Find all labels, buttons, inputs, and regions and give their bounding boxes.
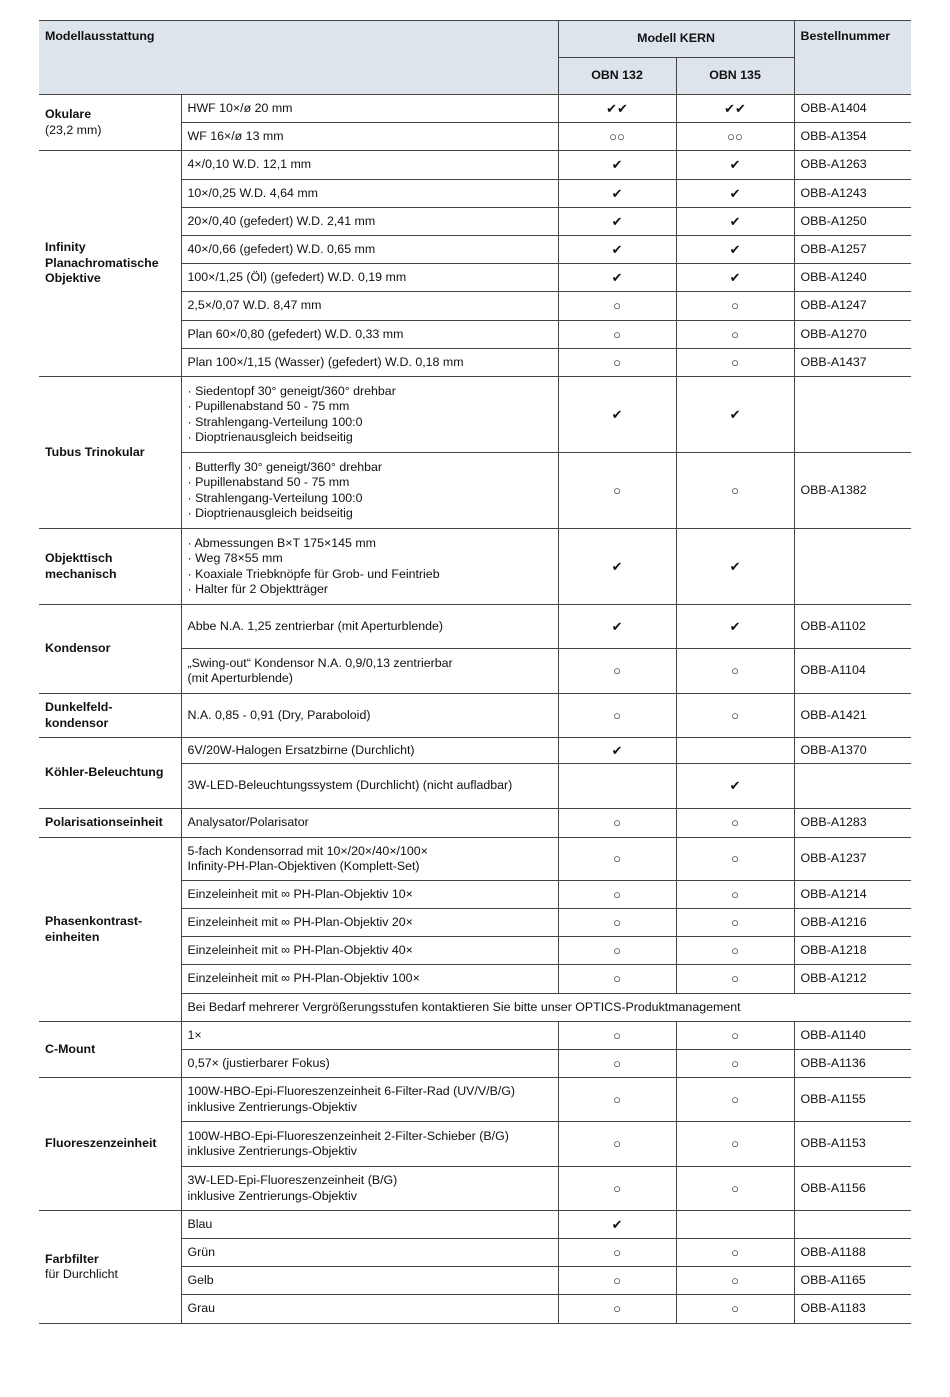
description-text: 20×/0,40 (gefedert) W.D. 2,41 mm [187, 213, 376, 228]
optional-circle-icon: ○ [731, 971, 739, 987]
checkmark-icon: ✔ [611, 1216, 623, 1232]
checkmark-icon: ✔✔ [724, 100, 746, 116]
description-line: 3W-LED-Epi-Fluoreszenzeinheit (B/G) [187, 1173, 398, 1187]
table-row [39, 1078, 911, 1122]
description-cell [181, 377, 558, 453]
order-number: OBB-A1382 [794, 453, 911, 529]
order-number: OBB-A1283 [794, 809, 911, 838]
obn-135-mark [676, 453, 794, 529]
description-text: Analysator/Polarisator [187, 815, 309, 830]
table-row [39, 151, 911, 180]
description-cell [181, 529, 558, 605]
bullet-list [188, 384, 552, 446]
description-line: inklusive Zentrierungs-Objektiv [187, 1188, 357, 1203]
optional-circle-icon: ○ [731, 1301, 739, 1317]
order-number: OBB-A1243 [794, 180, 911, 208]
optional-circle-icon: ○ [731, 298, 739, 314]
group-name: Kondensor [45, 641, 111, 656]
header-model-obn-135: OBN 135 [676, 58, 794, 95]
obn-132-mark [558, 292, 676, 321]
obn-135-mark [676, 764, 794, 809]
obn-135-mark [676, 1239, 794, 1267]
obn-135-mark [676, 151, 794, 180]
obn-132-mark [558, 236, 676, 264]
description-text: Abbe N.A. 1,25 zentrierbar (mit Aperturblende) [187, 618, 444, 633]
order-number [794, 377, 911, 453]
description-text: 4×/0,10 W.D. 12,1 mm [187, 157, 312, 172]
group-label-cell [39, 151, 181, 377]
group-label-cell [39, 377, 181, 529]
checkmark-icon: ✔ [611, 213, 623, 229]
order-number: OBB-A1270 [794, 321, 911, 349]
bullet-item: · Strahlengang-Verteilung 100:0 [188, 491, 552, 507]
obn-135-mark [676, 264, 794, 292]
optional-circle-icon: ○ [731, 1027, 739, 1043]
description-text: HWF 10×/ø 20 mm [187, 100, 293, 115]
group-name: Fluoreszenzeinheit [45, 1136, 157, 1151]
obn-132-mark [558, 95, 676, 123]
order-number: OBB-A1102 [794, 605, 911, 649]
obn-135-mark [676, 881, 794, 909]
order-number: OBB-A1421 [794, 694, 911, 738]
order-number: OBB-A1155 [794, 1078, 911, 1122]
description-cell [181, 694, 558, 738]
checkmark-icon: ✔ [729, 618, 741, 634]
header-modellausstattung: Modellausstattung [39, 21, 558, 95]
obn-132-mark [558, 838, 676, 881]
obn-135-mark [676, 1267, 794, 1295]
obn-135-mark [676, 1167, 794, 1211]
description-text: Einzeleinheit mit ∞ PH-Plan-Objektiv 100× [187, 971, 420, 986]
description-cell [181, 453, 558, 529]
table-row [39, 838, 911, 881]
table-row [39, 809, 911, 838]
description-cell [181, 1122, 558, 1167]
optional-circle-icon: ○ [731, 815, 739, 831]
order-number: OBB-A1212 [794, 965, 911, 994]
order-number: OBB-A1354 [794, 123, 911, 151]
optional-circle-icon: ○ [613, 942, 621, 958]
optional-circle-icon: ○ [731, 1272, 739, 1288]
obn-132-mark [558, 377, 676, 453]
order-number: OBB-A1218 [794, 937, 911, 965]
obn-135-mark [676, 694, 794, 738]
description-cell [181, 909, 558, 937]
obn-135-mark [676, 937, 794, 965]
description-text: 2,5×/0,07 W.D. 8,47 mm [187, 298, 322, 313]
order-number: OBB-A1247 [794, 292, 911, 321]
obn-132-mark [558, 1167, 676, 1211]
checkmark-icon: ✔ [729, 157, 741, 173]
optional-circle-icon: ○ [613, 1091, 621, 1107]
order-number: OBB-A1250 [794, 208, 911, 236]
checkmark-icon: ✔ [729, 185, 741, 201]
group-subtitle: für Durchlicht [45, 1267, 118, 1281]
description-line: 5-fach Kondensorrad mit 10×/20×/40×/100× [187, 843, 428, 858]
checkmark-icon: ✔ [729, 269, 741, 285]
obn-132-mark [558, 180, 676, 208]
header-bestellnummer: Bestellnummer [794, 21, 911, 95]
obn-132-mark [558, 694, 676, 738]
order-number: OBB-A1214 [794, 881, 911, 909]
obn-135-mark [676, 965, 794, 994]
description-text: WF 16×/ø 13 mm [187, 128, 284, 143]
group-name: Dunkelfeld-kondensor [45, 700, 113, 730]
obn-135-mark [676, 292, 794, 321]
order-number: OBB-A1165 [794, 1267, 911, 1295]
checkmark-icon: ✔ [611, 185, 623, 201]
table-row [39, 377, 911, 453]
order-number: OBB-A1370 [794, 738, 911, 764]
obn-135-mark [676, 208, 794, 236]
optional-circle-icon: ○ [731, 851, 739, 867]
description-cell [181, 965, 558, 994]
checkmark-icon: ✔ [729, 406, 741, 422]
optional-circle-icon: ○ [613, 815, 621, 831]
order-number: OBB-A1404 [794, 95, 911, 123]
order-number: OBB-A1257 [794, 236, 911, 264]
description-text: N.A. 0,85 - 0,91 (Dry, Paraboloid) [187, 707, 371, 722]
bullet-list [188, 536, 552, 598]
obn-135-mark [676, 1122, 794, 1167]
order-number: OBB-A1237 [794, 838, 911, 881]
description-line: „Swing-out“ Kondensor N.A. 0,9/0,13 zentrierbar [187, 655, 453, 670]
description-text: 0,57× (justierbarer Fokus) [187, 1055, 330, 1070]
optional-circle-icon: ○ [613, 663, 621, 679]
description-cell [181, 151, 558, 180]
group-name: C-Mount [45, 1041, 96, 1056]
order-number: OBB-A1183 [794, 1295, 911, 1324]
order-number: OBB-A1437 [794, 349, 911, 377]
spec-table [39, 20, 911, 1324]
obn-132-mark [558, 208, 676, 236]
obn-132-mark [558, 1050, 676, 1078]
description-cell [181, 1078, 558, 1122]
obn-132-mark [558, 349, 676, 377]
optional-circle-icon: ○ [731, 886, 739, 902]
group-label-cell [39, 95, 181, 151]
order-number: OBB-A1188 [794, 1239, 911, 1267]
optional-circle-icon: ○ [731, 1136, 739, 1152]
obn-132-mark [558, 1295, 676, 1324]
order-number [794, 1211, 911, 1239]
obn-135-mark [676, 123, 794, 151]
description-line: Infinity-PH-Plan-Objektiven (Komplett-Set) [187, 859, 420, 873]
checkmark-icon: ✔✔ [606, 100, 628, 116]
checkmark-icon: ✔ [611, 558, 623, 574]
obn-135-mark [676, 349, 794, 377]
group-name: Polarisationseinheit [45, 815, 163, 830]
group-name: Köhler-Beleuchtung [45, 765, 164, 780]
group-label-cell [39, 529, 181, 605]
optional-circle-icon: ○ [613, 886, 621, 902]
description-cell [181, 264, 558, 292]
description-cell [181, 1050, 558, 1078]
obn-132-mark [558, 881, 676, 909]
description-text: Gelb [187, 1272, 214, 1287]
table-row [39, 529, 911, 605]
optional-circle-icon: ○ [731, 942, 739, 958]
group-label-cell [39, 605, 181, 694]
obn-132-mark [558, 1122, 676, 1167]
obn-135-mark [676, 809, 794, 838]
description-cell [181, 1267, 558, 1295]
description-cell [181, 937, 558, 965]
obn-135-mark [676, 605, 794, 649]
description-cell [181, 349, 558, 377]
bullet-item: · Weg 78×55 mm [188, 551, 552, 567]
table-row [39, 95, 911, 123]
order-number: OBB-A1153 [794, 1122, 911, 1167]
group-name: Farbfilter [45, 1251, 99, 1266]
description-text: Grau [187, 1301, 216, 1316]
header-model-obn-132: OBN 132 [558, 58, 676, 95]
optional-circle-icon: ○ [613, 1301, 621, 1317]
obn-135-mark [676, 1211, 794, 1239]
description-line: inklusive Zentrierungs-Objektiv [187, 1099, 357, 1114]
obn-132-mark [558, 529, 676, 605]
obn-132-mark [558, 123, 676, 151]
order-number: OBB-A1104 [794, 649, 911, 694]
table-header [39, 21, 911, 95]
description-cell [181, 881, 558, 909]
order-number: OBB-A1240 [794, 264, 911, 292]
optional-circle-icon: ○ [613, 1180, 621, 1196]
group-name: Okulare [45, 107, 92, 121]
description-cell [181, 838, 558, 881]
optional-circle-icon: ○ [613, 1027, 621, 1043]
order-number: OBB-A1216 [794, 909, 911, 937]
bullet-item: · Dioptrienausgleich beidseitig [188, 430, 552, 446]
checkmark-icon: ✔ [611, 618, 623, 634]
obn-132-mark [558, 649, 676, 694]
obn-132-mark [558, 605, 676, 649]
description-cell [181, 321, 558, 349]
checkmark-icon: ✔ [729, 213, 741, 229]
obn-132-mark [558, 764, 676, 809]
optional-circle-icon: ○ [613, 326, 621, 342]
description-cell [181, 1239, 558, 1267]
optional-circle-icon: ○ [731, 1244, 739, 1260]
checkmark-icon: ✔ [729, 558, 741, 574]
description-text: 40×/0,66 (gefedert) W.D. 0,65 mm [187, 241, 376, 256]
obn-132-mark [558, 909, 676, 937]
optional-circle-icon: ○○ [609, 128, 625, 144]
optional-circle-icon: ○ [613, 1272, 621, 1288]
table-row [39, 694, 911, 738]
description-text: Plan 100×/1,15 (Wasser) (gefedert) W.D. 0,18 mm [187, 354, 464, 369]
bullet-item: · Pupillenabstand 50 - 75 mm [188, 399, 552, 415]
group-name: Infinity Planachromatische Objektive [45, 240, 159, 286]
optional-circle-icon: ○ [613, 851, 621, 867]
description-line: (mit Aperturblende) [187, 671, 293, 685]
description-text: Einzeleinheit mit ∞ PH-Plan-Objektiv 40× [187, 942, 413, 957]
obn-132-mark [558, 151, 676, 180]
obn-135-mark [676, 738, 794, 764]
group-name: Objekttisch mechanisch [45, 551, 117, 581]
description-cell [181, 208, 558, 236]
bullet-list [188, 460, 552, 522]
table-row [39, 738, 911, 764]
obn-132-mark [558, 1267, 676, 1295]
obn-135-mark [676, 95, 794, 123]
optional-circle-icon: ○ [613, 1136, 621, 1152]
description-text: 1× [187, 1027, 202, 1042]
obn-135-mark [676, 909, 794, 937]
obn-135-mark [676, 180, 794, 208]
description-cell [181, 738, 558, 764]
order-number: OBB-A1136 [794, 1050, 911, 1078]
description-text: Einzeleinheit mit ∞ PH-Plan-Objektiv 20× [187, 914, 413, 929]
obn-132-mark [558, 965, 676, 994]
order-number: OBB-A1263 [794, 151, 911, 180]
bullet-item: · Abmessungen B×T 175×145 mm [188, 536, 552, 552]
obn-135-mark [676, 649, 794, 694]
obn-135-mark [676, 529, 794, 605]
description-text: Grün [187, 1244, 216, 1259]
table-row [39, 605, 911, 649]
description-cell [181, 1295, 558, 1324]
description-line: inklusive Zentrierungs-Objektiv [187, 1144, 357, 1158]
info-note: Bei Bedarf mehrerer Vergrößerungsstufen kontaktieren Sie bitte unser OPTICS-Produktmanagement [181, 994, 911, 1022]
description-text: Einzeleinheit mit ∞ PH-Plan-Objektiv 10× [187, 886, 413, 901]
group-label-cell [39, 694, 181, 738]
obn-135-mark [676, 321, 794, 349]
optional-circle-icon: ○ [613, 1055, 621, 1071]
obn-132-mark [558, 1078, 676, 1122]
obn-132-mark [558, 453, 676, 529]
group-label-cell [39, 1211, 181, 1324]
description-text: 6V/20W-Halogen Ersatzbirne (Durchlicht) [187, 742, 415, 757]
checkmark-icon: ✔ [611, 742, 623, 758]
description-cell [181, 605, 558, 649]
description-cell [181, 1167, 558, 1211]
obn-132-mark [558, 264, 676, 292]
description-cell [181, 649, 558, 694]
obn-135-mark [676, 1022, 794, 1050]
description-cell [181, 123, 558, 151]
group-name: Phasenkontrast-einheiten [45, 914, 143, 944]
obn-135-mark [676, 236, 794, 264]
bullet-item: · Butterfly 30° geneigt/360° drehbar [188, 460, 552, 476]
group-label-cell [39, 809, 181, 838]
group-label-cell [39, 838, 181, 1022]
group-name: Tubus Trinokular [45, 444, 145, 459]
description-line: 100W-HBO-Epi-Fluoreszenzeinheit 2-Filter-Schieber (B/G) [187, 1128, 509, 1143]
obn-135-mark [676, 1050, 794, 1078]
checkmark-icon: ✔ [611, 241, 623, 257]
description-cell [181, 809, 558, 838]
optional-circle-icon: ○ [613, 1244, 621, 1260]
obn-132-mark [558, 937, 676, 965]
header-modell-kern: Modell KERN [558, 21, 794, 58]
optional-circle-icon: ○ [731, 663, 739, 679]
group-label-cell [39, 1022, 181, 1078]
obn-132-mark [558, 738, 676, 764]
checkmark-icon: ✔ [611, 157, 623, 173]
optional-circle-icon: ○ [731, 354, 739, 370]
bullet-item: · Siedentopf 30° geneigt/360° drehbar [188, 384, 552, 400]
description-cell [181, 236, 558, 264]
description-cell [181, 1211, 558, 1239]
description-cell [181, 1022, 558, 1050]
optional-circle-icon: ○ [731, 1091, 739, 1107]
group-label-cell [39, 738, 181, 809]
checkmark-icon: ✔ [729, 241, 741, 257]
bullet-item: · Strahlengang-Verteilung 100:0 [188, 415, 552, 431]
description-text: 3W-LED-Beleuchtungssystem (Durchlicht) (nicht aufladbar) [187, 778, 513, 793]
obn-135-mark [676, 838, 794, 881]
group-label-cell [39, 1078, 181, 1211]
obn-135-mark [676, 1295, 794, 1324]
optional-circle-icon: ○ [731, 1180, 739, 1196]
table-body [39, 95, 911, 1324]
order-number: OBB-A1156 [794, 1167, 911, 1211]
checkmark-icon: ✔ [729, 778, 741, 794]
obn-132-mark [558, 1239, 676, 1267]
optional-circle-icon: ○ [731, 707, 739, 723]
obn-132-mark [558, 1211, 676, 1239]
description-text: Plan 60×/0,80 (gefedert) W.D. 0,33 mm [187, 326, 404, 341]
bullet-item: · Pupillenabstand 50 - 75 mm [188, 475, 552, 491]
bullet-item: · Halter für 2 Objektträger [188, 582, 552, 598]
optional-circle-icon: ○ [613, 914, 621, 930]
order-number: OBB-A1140 [794, 1022, 911, 1050]
description-cell [181, 292, 558, 321]
optional-circle-icon: ○ [613, 707, 621, 723]
obn-135-mark [676, 377, 794, 453]
table-row [39, 1211, 911, 1239]
bullet-item: · Dioptrienausgleich beidseitig [188, 506, 552, 522]
table-row [39, 1022, 911, 1050]
description-cell [181, 95, 558, 123]
group-subtitle: (23,2 mm) [45, 122, 102, 137]
optional-circle-icon: ○ [613, 482, 621, 498]
description-text: Blau [187, 1216, 213, 1231]
obn-132-mark [558, 1022, 676, 1050]
optional-circle-icon: ○ [613, 354, 621, 370]
optional-circle-icon: ○ [613, 971, 621, 987]
obn-132-mark [558, 809, 676, 838]
description-cell [181, 180, 558, 208]
optional-circle-icon: ○ [731, 326, 739, 342]
obn-132-mark [558, 321, 676, 349]
order-number [794, 529, 911, 605]
description-line: 100W-HBO-Epi-Fluoreszenzeinheit 6-Filter-Rad (UV/V/B/G) [187, 1084, 516, 1098]
order-number [794, 764, 911, 809]
description-cell [181, 764, 558, 809]
optional-circle-icon: ○ [613, 298, 621, 314]
description-text: 100×/1,25 (Öl) (gefedert) W.D. 0,19 mm [187, 269, 407, 284]
checkmark-icon: ✔ [611, 269, 623, 285]
optional-circle-icon: ○ [731, 914, 739, 930]
obn-135-mark [676, 1078, 794, 1122]
checkmark-icon: ✔ [611, 406, 623, 422]
optional-circle-icon: ○○ [727, 128, 743, 144]
optional-circle-icon: ○ [731, 482, 739, 498]
bullet-item: · Koaxiale Triebknöpfe für Grob- und Feintrieb [188, 567, 552, 583]
description-text: 10×/0,25 W.D. 4,64 mm [187, 185, 319, 200]
optional-circle-icon: ○ [731, 1055, 739, 1071]
